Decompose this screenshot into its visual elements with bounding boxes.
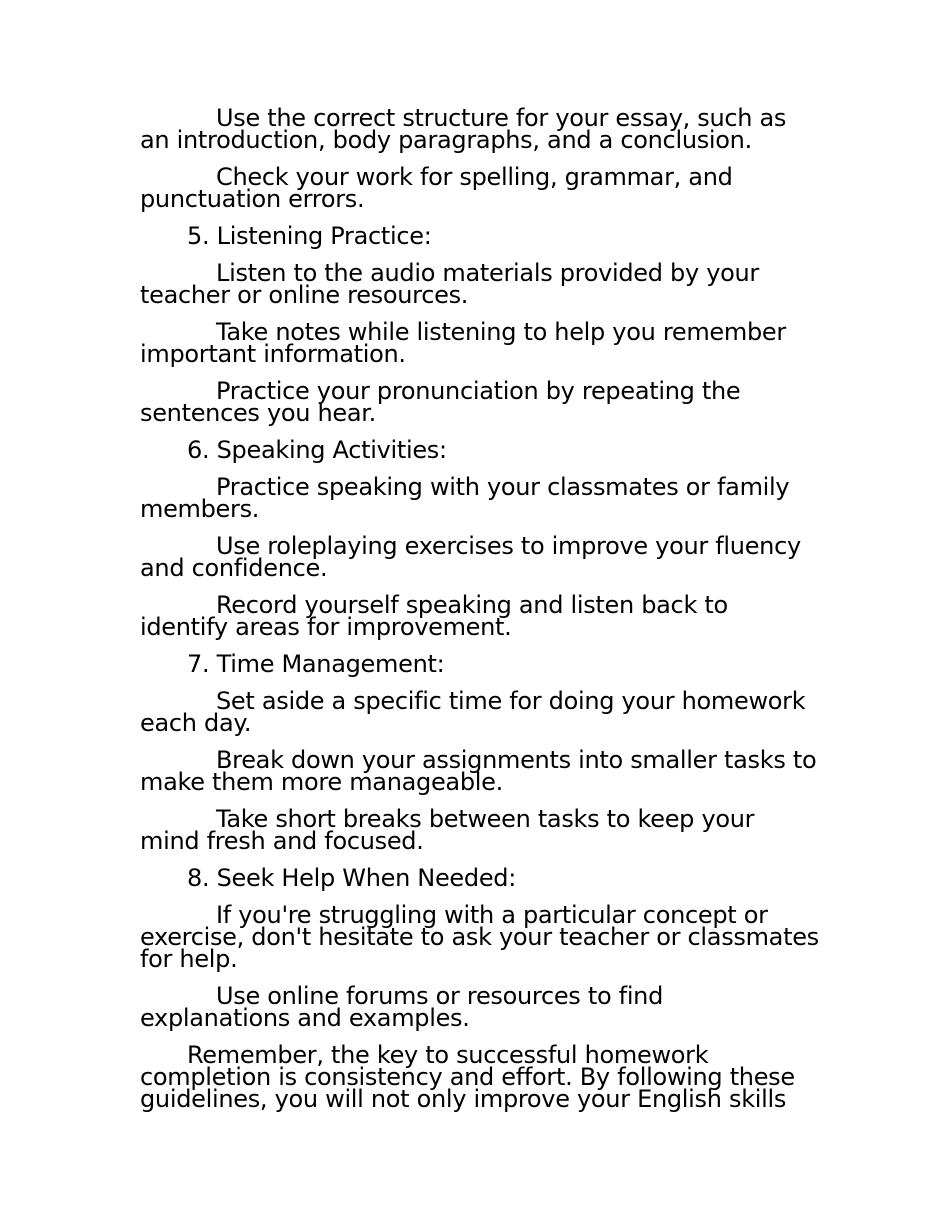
heading-seek-help: 8. Seek Help When Needed: <box>187 864 517 892</box>
paragraph-short-breaks: Take short breaks between tasks to keep your mind fresh and focused. <box>140 805 755 855</box>
heading-listening-practice: 5. Listening Practice: <box>187 222 432 250</box>
paragraph-take-notes: Take notes while listening to help you remember important information. <box>140 318 786 368</box>
paragraph-check-work: Check your work for spelling, grammar, and punctuation errors. <box>140 163 733 213</box>
paragraph-record-yourself: Record yourself speaking and listen back to identify areas for improvement. <box>140 591 728 641</box>
heading-time-management: 7. Time Management: <box>187 650 445 678</box>
paragraph-ask-for-help: If you're struggling with a particular concept or exercise, don't hesitate to ask your teacher or classmates for help. <box>140 901 819 973</box>
paragraph-online-forums: Use online forums or resources to find explanations and examples. <box>140 982 664 1032</box>
paragraph-pronunciation: Practice your pronunciation by repeating the sentences you hear. <box>140 377 741 427</box>
paragraph-practice-speaking: Practice speaking with your classmates or family members. <box>140 473 790 523</box>
paragraph-roleplaying: Use roleplaying exercises to improve your fluency and confidence. <box>140 532 801 582</box>
paragraph-essay-structure: Use the correct structure for your essay, such as an introduction, body paragraphs, and a conclusion. <box>140 104 787 154</box>
paragraph-listen-audio: Listen to the audio materials provided by your teacher or online resources. <box>140 259 759 309</box>
document-body <box>140 104 820 1113</box>
heading-speaking-activities: 6. Speaking Activities: <box>187 436 447 464</box>
paragraph-set-aside-time: Set aside a specific time for doing your homework each day. <box>140 687 806 737</box>
paragraph-break-down: Break down your assignments into smaller tasks to make them more manageable. <box>140 746 817 796</box>
paragraph-closing: Remember, the key to successful homework completion is consistency and effort. By following these guidelines, you will not only improve your English skills <box>140 1041 795 1113</box>
